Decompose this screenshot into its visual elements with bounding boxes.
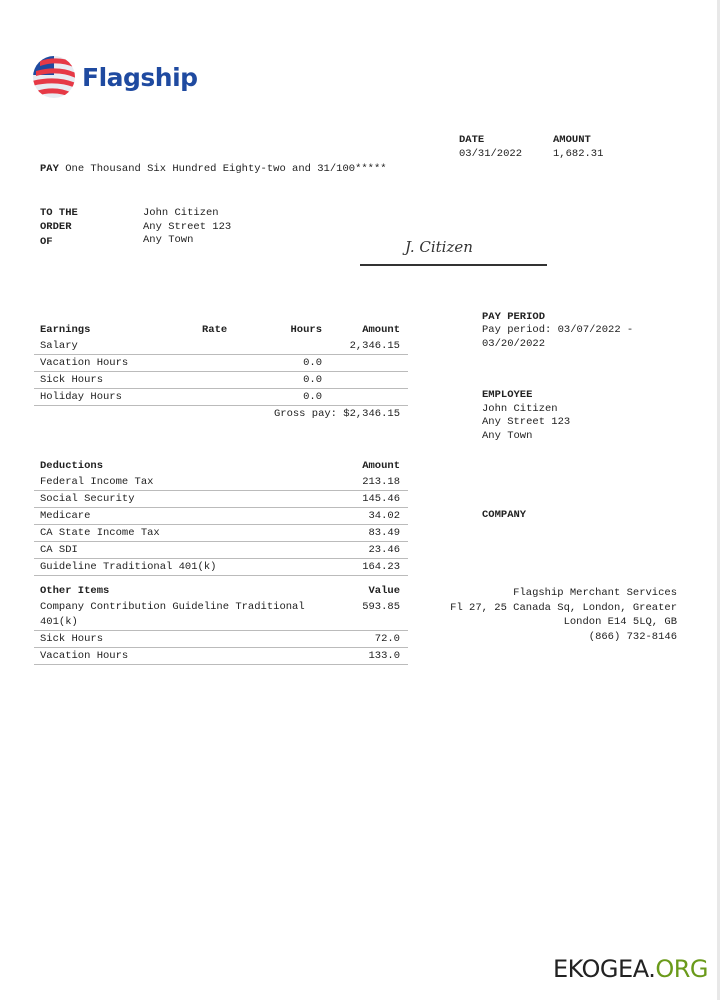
date-label: DATE	[459, 134, 485, 146]
deduction-amount: 213.18	[362, 476, 400, 488]
earning-name: Salary	[40, 340, 78, 352]
earnings-row	[34, 338, 408, 355]
deduction-name: Federal Income Tax	[40, 476, 154, 488]
deduction-amount: 83.49	[368, 527, 400, 539]
earning-hours: 0.0	[303, 357, 322, 369]
other-item-value: 593.85	[362, 601, 400, 613]
deduction-amount: 23.46	[368, 544, 400, 556]
other-items-table	[34, 583, 408, 665]
payee-name: John Citizen	[143, 207, 219, 219]
other-item-name: Company Contribution Guideline Traditional	[40, 601, 305, 613]
earning-amount: 2,346.15	[349, 340, 400, 352]
other-item-name-cont: 401(k)	[40, 616, 78, 628]
header-earnings: Earnings	[40, 324, 91, 336]
company-address2: London E14 5LQ, GB	[563, 616, 677, 628]
deduction-row	[34, 525, 408, 542]
header-deductions: Deductions	[40, 460, 104, 472]
pay-label: PAY	[40, 163, 59, 175]
earning-name: Sick Hours	[40, 374, 104, 386]
deduction-name: Medicare	[40, 510, 91, 522]
header-rate: Rate	[202, 324, 228, 336]
header-amount: Amount	[362, 324, 400, 336]
earnings-header	[34, 322, 408, 338]
header-value: Value	[368, 585, 400, 597]
payee-town: Any Town	[143, 234, 194, 246]
deduction-row	[34, 474, 408, 491]
header-other-items: Other Items	[40, 585, 110, 597]
company-phone: (866) 732-8146	[588, 630, 677, 643]
other-item-value: 72.0	[374, 633, 400, 645]
deduction-row	[34, 542, 408, 559]
other-item-row	[34, 648, 408, 665]
deduction-row	[34, 508, 408, 525]
company-address1: Fl 27, 25 Canada Sq, London, Greater	[450, 601, 677, 614]
watermark-main: EKOGEA.	[552, 955, 656, 983]
earning-name: Vacation Hours	[40, 357, 129, 369]
other-items-header	[34, 583, 408, 599]
deduction-name: Guideline Traditional 401(k)	[40, 561, 217, 573]
company-address-block	[450, 586, 677, 644]
deduction-name: CA State Income Tax	[40, 527, 160, 539]
company-logo	[32, 55, 198, 99]
deduction-row	[34, 559, 408, 576]
other-item-name: Vacation Hours	[40, 650, 129, 662]
check-amount: 1,682.31	[553, 148, 604, 160]
gross-pay: Gross pay: $2,346.15	[273, 408, 400, 420]
other-item-value: 133.0	[368, 650, 400, 662]
earnings-row	[34, 355, 408, 372]
pay-period-line1: Pay period: 03/07/2022 -	[482, 324, 634, 336]
order-label: ORDER	[40, 221, 72, 233]
flag-globe-icon	[32, 55, 76, 99]
of-label: OF	[40, 236, 53, 248]
deduction-amount: 34.02	[368, 510, 400, 522]
other-item-row	[34, 599, 408, 631]
header-amount: Amount	[362, 460, 400, 472]
earnings-table	[34, 322, 408, 422]
deductions-table	[34, 458, 408, 576]
watermark-tld: ORG	[655, 955, 708, 983]
other-item-row	[34, 631, 408, 648]
deductions-header	[34, 458, 408, 474]
pay-period-label: PAY PERIOD	[482, 311, 546, 323]
earning-hours: 0.0	[303, 391, 322, 403]
deduction-amount: 164.23	[362, 561, 400, 573]
earning-name: Holiday Hours	[40, 391, 122, 403]
pay-period-line2: 03/20/2022	[482, 338, 546, 350]
other-item-name: Sick Hours	[40, 633, 104, 645]
deduction-row	[34, 491, 408, 508]
pay-line	[40, 163, 387, 175]
to-the-label: TO THE	[40, 207, 78, 219]
payee-street: Any Street 123	[143, 221, 232, 233]
employee-street: Any Street 123	[482, 416, 571, 428]
signature: J. Citizen	[405, 238, 473, 256]
company-label: COMPANY	[482, 509, 527, 521]
employee-name: John Citizen	[482, 403, 558, 415]
gross-pay-row	[34, 406, 408, 422]
earnings-row	[34, 372, 408, 389]
company-name: Flagship Merchant Services	[513, 587, 677, 599]
deduction-name: Social Security	[40, 493, 135, 505]
earning-hours: 0.0	[303, 374, 322, 386]
watermark	[553, 955, 708, 983]
deduction-amount: 145.46	[362, 493, 400, 505]
amount-label: AMOUNT	[553, 134, 591, 146]
deduction-name: CA SDI	[40, 544, 78, 556]
logo-text: Flagship	[82, 62, 198, 92]
check-date: 03/31/2022	[459, 148, 523, 160]
pay-amount-words: One Thousand Six Hundred Eighty-two and 31/100*****	[65, 163, 387, 175]
signature-line	[360, 264, 547, 266]
earnings-row	[34, 389, 408, 406]
employee-town: Any Town	[482, 430, 533, 442]
header-hours: Hours	[290, 324, 322, 336]
employee-label: EMPLOYEE	[482, 389, 533, 401]
